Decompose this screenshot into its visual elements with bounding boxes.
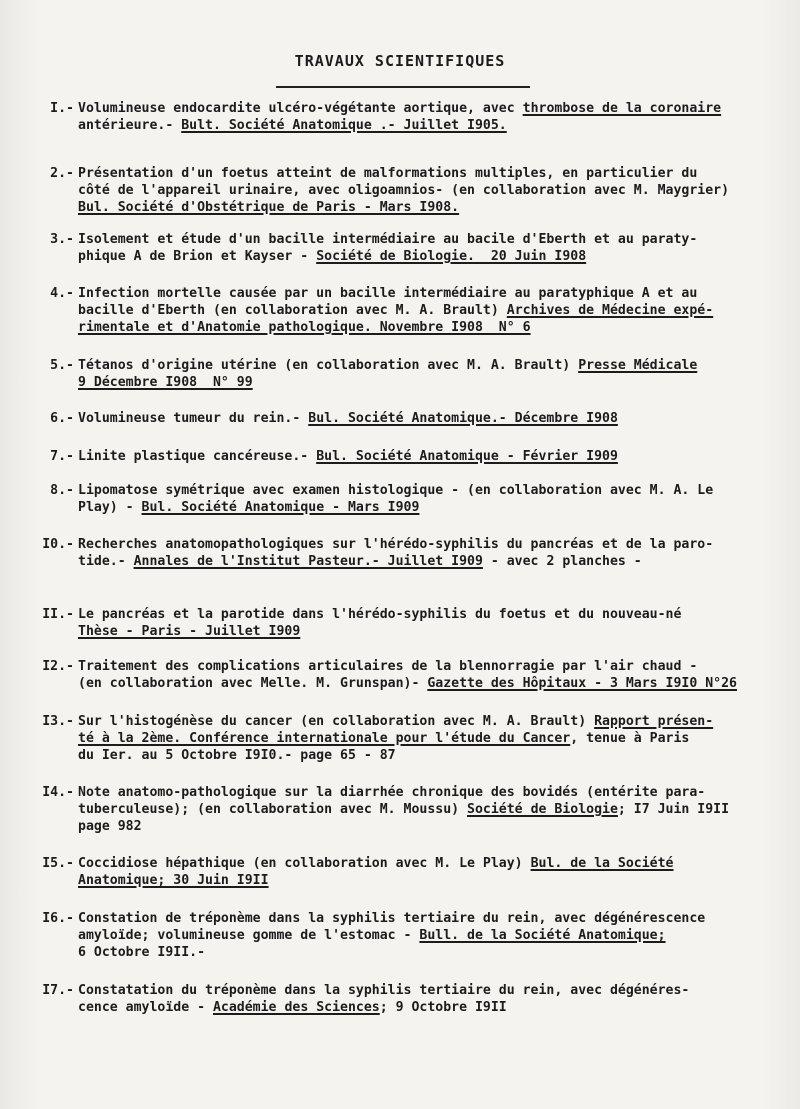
- body-text: page 982: [78, 819, 142, 834]
- entry-line: [78, 855, 780, 872]
- entry-line: [78, 448, 780, 465]
- entry-number: I.-: [50, 101, 74, 116]
- entry-number: I2.-: [42, 659, 74, 674]
- entry-line: [78, 872, 780, 889]
- body-text: ; I7 Juin I9II: [617, 802, 730, 817]
- body-text: Play) -: [78, 500, 142, 515]
- body-text: Infection mortelle causée par un bacille intermédiaire au paratyphique A et au: [78, 286, 698, 301]
- body-text: ; 9 Octobre I9II: [379, 1000, 507, 1015]
- body-text: amyloïde; volumineuse gomme de l'estomac -: [78, 928, 420, 943]
- entry-text: [78, 285, 780, 336]
- entry-number: II.-: [42, 607, 74, 622]
- entry-number: I4.-: [42, 785, 74, 800]
- entry-text: [78, 165, 780, 216]
- entry-number: 7.-: [50, 449, 74, 464]
- citation-text: Bull. de la Société Anatomique;: [419, 928, 666, 943]
- citation-text: Société de Biologie. 20 Juin I908: [316, 249, 587, 264]
- citation-text: Société de Biologie: [467, 802, 618, 817]
- body-text: Tétanos d'origine utérine (en collaboration avec M. A. Brault): [78, 358, 579, 373]
- entry-line: [78, 285, 780, 302]
- entry-text: [78, 606, 780, 640]
- entry-number: 2.-: [50, 166, 74, 181]
- body-text: Constatation du tréponème dans la syphilis tertiaire du rein, avec dégénéres-: [78, 983, 690, 998]
- entry-line: [78, 944, 780, 961]
- body-text: Constation de tréponème dans la syphilis tertiaire du rein, avec dégénérescence: [78, 911, 706, 926]
- entry-line: [78, 536, 780, 553]
- body-text: Coccidiose hépathique (en collaboration avec M. Le Play): [78, 856, 531, 871]
- entry-line: [78, 675, 780, 692]
- entry-line: [78, 100, 780, 117]
- entry-text: [78, 410, 780, 427]
- citation-text: Gazette des Hôpitaux - 3 Mars I9I0 N°26: [427, 676, 737, 691]
- body-text: bacille d'Eberth (en collaboration avec M. A. Brault): [78, 303, 507, 318]
- entry-text: [78, 448, 780, 465]
- body-text: tide.-: [78, 554, 134, 569]
- citation-text: Annales de l'Institut Pasteur.- Juillet I909: [133, 554, 483, 569]
- citation-text: Presse Médicale: [578, 358, 698, 373]
- citation-text: Rapport présen-: [594, 714, 714, 729]
- citation-text: 9 Décembre I908 N° 99: [78, 375, 253, 390]
- entry-number: 4.-: [50, 286, 74, 301]
- entry-line: [78, 982, 780, 999]
- body-text: côté de l'appareil urinaire, avec oligoamnios- (en collaboration avec M. Maygrier): [78, 183, 730, 198]
- entry-line: [78, 248, 780, 265]
- body-text: Sur l'histogénèse du cancer (en collaboration avec M. A. Brault): [78, 714, 595, 729]
- entry-line: [78, 553, 780, 570]
- body-text: Lipomatose symétrique avec examen histologique - (en collaboration avec M. A. Le: [78, 483, 714, 498]
- entry-line: [78, 713, 780, 730]
- entry-number: 6.-: [50, 411, 74, 426]
- citation-text: Académie des Sciences: [212, 1000, 380, 1015]
- entry-text: [78, 784, 780, 835]
- body-text: Isolement et étude d'un bacille intermédiaire au bacile d'Eberth et au paraty-: [78, 232, 698, 247]
- citation-text: Thèse - Paris - Juillet I909: [78, 624, 301, 639]
- citation-text: rimentale et d'Anatomie pathologique. Novembre I908 N° 6: [78, 320, 531, 335]
- entry-line: [78, 357, 780, 374]
- entry-text: [78, 100, 780, 134]
- entry-text: [78, 231, 780, 265]
- entry-number: I0.-: [42, 537, 74, 552]
- citation-text: thrombose de la coronaire: [522, 101, 722, 116]
- body-text: tuberculeuse); (en collaboration avec M. Moussu): [78, 802, 468, 817]
- entry-line: [78, 801, 780, 818]
- entry-line: [78, 927, 780, 944]
- citation-text: Bul. Société Anatomique - Février I909: [316, 449, 618, 464]
- entry-text: [78, 482, 780, 516]
- entry-line: [78, 410, 780, 427]
- body-text: (en collaboration avec Melle. M. Grunspan)-: [78, 676, 428, 691]
- citation-text: Archives de Médecine expé-: [506, 303, 714, 318]
- body-text: Le pancréas et la parotide dans l'hérédo-syphilis du foetus et du nouveau-né: [78, 607, 682, 622]
- body-text: Recherches anatomopathologiques sur l'hérédo-syphilis du pancréas et de la paro-: [78, 537, 714, 552]
- entry-text: [78, 658, 780, 692]
- entry-line: [78, 784, 780, 801]
- citation-text: té à la 2ème. Conférence internationale pour l'étude du Cancer: [78, 731, 571, 746]
- entry-line: [78, 117, 780, 134]
- entry-number: I5.-: [42, 856, 74, 871]
- citation-text: Bult. Société Anatomique .- Juillet I905.: [181, 118, 507, 133]
- body-text: Note anatomo-pathologique sur la diarrhée chronique des bovidés (entérite para-: [78, 785, 706, 800]
- entry-number: I3.-: [42, 714, 74, 729]
- entry-line: [78, 606, 780, 623]
- entry-text: [78, 910, 780, 961]
- body-text: Volumineuse tumeur du rein.-: [78, 411, 309, 426]
- entry-line: [78, 231, 780, 248]
- body-text: phique A de Brion et Kayser -: [78, 249, 317, 264]
- citation-text: Bul. Société d'Obstétrique de Paris - Mars I908.: [78, 200, 460, 215]
- entry-line: [78, 319, 780, 336]
- body-text: Volumineuse endocardite ulcéro-végétante aortique, avec: [78, 101, 523, 116]
- entry-line: [78, 302, 780, 319]
- body-text: antérieure.-: [78, 118, 182, 133]
- entry-number: 8.-: [50, 483, 74, 498]
- citation-text: Bul. de la Société: [530, 856, 674, 871]
- entry-text: [78, 357, 780, 391]
- entry-line: [78, 999, 780, 1016]
- entry-line: [78, 165, 780, 182]
- body-text: , tenue à Paris: [570, 731, 690, 746]
- body-text: du Ier. au 5 Octobre I9I0.- page 65 - 87: [78, 748, 396, 763]
- entry-text: [78, 982, 780, 1016]
- entry-number: I7.-: [42, 983, 74, 998]
- citation-text: Bul. Société Anatomique - Mars I909: [141, 500, 420, 515]
- citation-text: Bul. Société Anatomique.- Décembre I908: [308, 411, 618, 426]
- body-text: Présentation d'un foetus atteint de malformations multiples, en particulier du: [78, 166, 698, 181]
- entry-line: [78, 910, 780, 927]
- citation-text: Anatomique; 30 Juin I9II: [78, 873, 269, 888]
- entry-number: I6.-: [42, 911, 74, 926]
- entry-text: [78, 855, 780, 889]
- body-text: cence amyloïde -: [78, 1000, 213, 1015]
- title-underline: [276, 86, 530, 88]
- entry-line: [78, 182, 780, 199]
- entry-number: 5.-: [50, 358, 74, 373]
- entry-line: [78, 623, 780, 640]
- page-title: TRAVAUX SCIENTIFIQUES: [294, 52, 506, 70]
- entry-text: [78, 713, 780, 764]
- entry-line: [78, 374, 780, 391]
- entry-line: [78, 482, 780, 499]
- entry-line: [78, 658, 780, 675]
- body-text: Linite plastique cancéreuse.-: [78, 449, 317, 464]
- entry-number: 3.-: [50, 232, 74, 247]
- body-text: - avec 2 planches -: [482, 554, 642, 569]
- entry-text: [78, 536, 780, 570]
- entry-line: [78, 730, 780, 747]
- entry-line: [78, 818, 780, 835]
- body-text: 6 Octobre I9II.-: [78, 945, 206, 960]
- body-text: Traitement des complications articulaires de la blennorragie par l'air chaud -: [78, 659, 698, 674]
- entry-line: [78, 199, 780, 216]
- entry-line: [78, 747, 780, 764]
- entry-line: [78, 499, 780, 516]
